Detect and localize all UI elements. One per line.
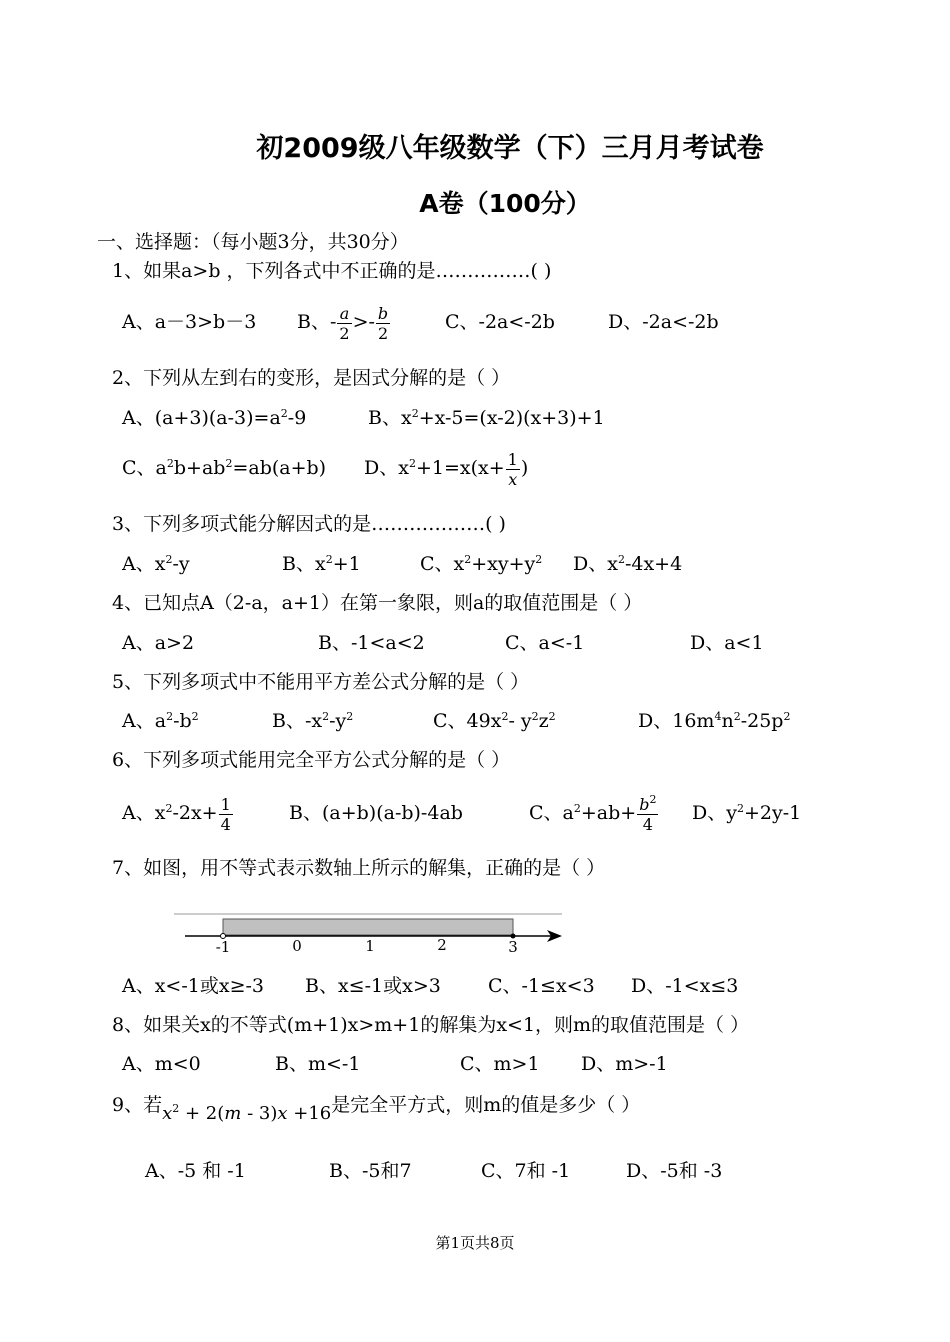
solution-set-shading <box>223 919 513 935</box>
q6-stem: 6、下列多项式能用完全平方公式分解的是（ ） <box>112 749 511 771</box>
q3-option-c: C、$x^2+xy+y^2$ <box>420 553 543 575</box>
q9-option-a: A、-5 和 -1 <box>145 1160 246 1182</box>
q5-option-a: A、$a^2-b^2$ <box>122 710 199 732</box>
q9-option-d: D、-5和 -3 <box>626 1160 723 1182</box>
number-line-svg <box>170 905 570 960</box>
q5-option-b: B、$-x^2-y^2$ <box>272 710 354 732</box>
q9-option-b: B、-5和7 <box>329 1160 412 1182</box>
q7-option-b: B、x≤-1或x>3 <box>305 975 441 997</box>
q6-option-c: C、$a^2+ab+$ $\frac{b^2}{4}$ <box>529 792 657 834</box>
number-line-figure <box>170 905 570 960</box>
q8-option-c: C、m>1 <box>460 1053 540 1075</box>
tick-label: 0 <box>292 937 302 955</box>
q1-option-b: B、- $\frac{a}{2}$ >- $\frac{b}{2}$ <box>297 303 389 343</box>
q5-stem: 5、下列多项式中不能用平方差公式分解的是（ ） <box>112 671 530 693</box>
q3-option-a: A、$x^2-y$ <box>122 553 190 575</box>
q4-option-a: A、a>2 <box>122 632 195 654</box>
q8-option-a: A、m<0 <box>122 1053 201 1075</box>
q2-option-c: C、$a^2b+ab^2=ab(a+b)$ <box>122 457 327 479</box>
q6-option-b: B、(a+b)(a-b)-4ab <box>289 802 463 824</box>
q2-option-a: A、$(a+3)(a-3)=a^2-9$ <box>122 407 307 429</box>
q9-expression: $x^2 + 2(m - 3)x +16$ <box>162 1102 332 1124</box>
q1-option-d: D、-2a<-2b <box>608 311 719 333</box>
q3-stem: 3、下列多项式能分解因式的是………………( ) <box>112 513 506 535</box>
q2-option-d: D、$x^2+1=x(x+$ $\frac{1}{x}$ ) <box>364 449 529 489</box>
q7-option-c: C、-1≤x<3 <box>488 975 595 997</box>
q8-option-b: B、m<-1 <box>275 1053 361 1075</box>
q5-option-d: D、$16m^4n^2-25p^2$ <box>638 710 791 732</box>
q3-option-d: D、$x^2-4x+4$ <box>573 553 683 575</box>
tick-label: 1 <box>365 937 375 955</box>
q3-option-b: B、$x^2+1$ <box>282 553 361 575</box>
q1-option-a: A、a－3>b－3 <box>122 311 257 333</box>
q4-option-b: B、-1<a<2 <box>318 632 425 654</box>
q1-stem: 1、如果a>b ，下列各式中不正确的是……………( ) <box>112 260 552 282</box>
q7-option-d: D、-1<x≤3 <box>631 975 739 997</box>
tick-label: 3 <box>508 938 518 956</box>
q8-stem: 8、如果关x的不等式(m+1)x>m+1的解集为x<1，则m的取值范围是（ ） <box>112 1014 750 1036</box>
section-heading: 一、选择题：（每小题3分，共30分） <box>97 231 409 253</box>
q2-option-b: B、$x^2+x-5=(x-2)(x+3)+1$ <box>368 407 605 429</box>
q4-option-d: D、a<1 <box>690 632 764 654</box>
q2-stem: 2、下列从左到右的变形，是因式分解的是（ ） <box>112 367 511 389</box>
page-footer: 第1页共8页 <box>435 1234 515 1252</box>
q7-option-a: A、x<-1或x≥-3 <box>122 975 265 997</box>
q1-option-c: C、-2a<-2b <box>445 311 555 333</box>
tick-label: -1 <box>215 938 231 956</box>
q9-option-c: C、7和 -1 <box>481 1160 571 1182</box>
q8-option-d: D、m>-1 <box>581 1053 668 1075</box>
q6-option-a: A、$x^2-2x+$ $\frac{1}{4}$ <box>122 794 231 834</box>
q5-option-c: C、$49x^2-$ $y^2z^2$ <box>433 710 556 732</box>
page-subtitle: A卷（100分） <box>419 189 591 218</box>
q4-stem: 4、已知点A（2-a，a+1）在第一象限，则a的取值范围是（ ） <box>112 592 643 614</box>
q7-stem: 7、如图，用不等式表示数轴上所示的解集，正确的是（ ） <box>112 857 606 879</box>
q6-option-d: D、$y^2+2y-1$ <box>692 802 802 824</box>
tick-label: 2 <box>437 936 447 954</box>
q9-stem: 9、若$x^2 + 2(m - 3)x +16$是完全平方式，则m的值是多少（ ） <box>112 1094 641 1124</box>
page-title: 初2009级八年级数学（下）三月月考试卷 <box>256 133 764 164</box>
q4-option-c: C、a<-1 <box>505 632 585 654</box>
